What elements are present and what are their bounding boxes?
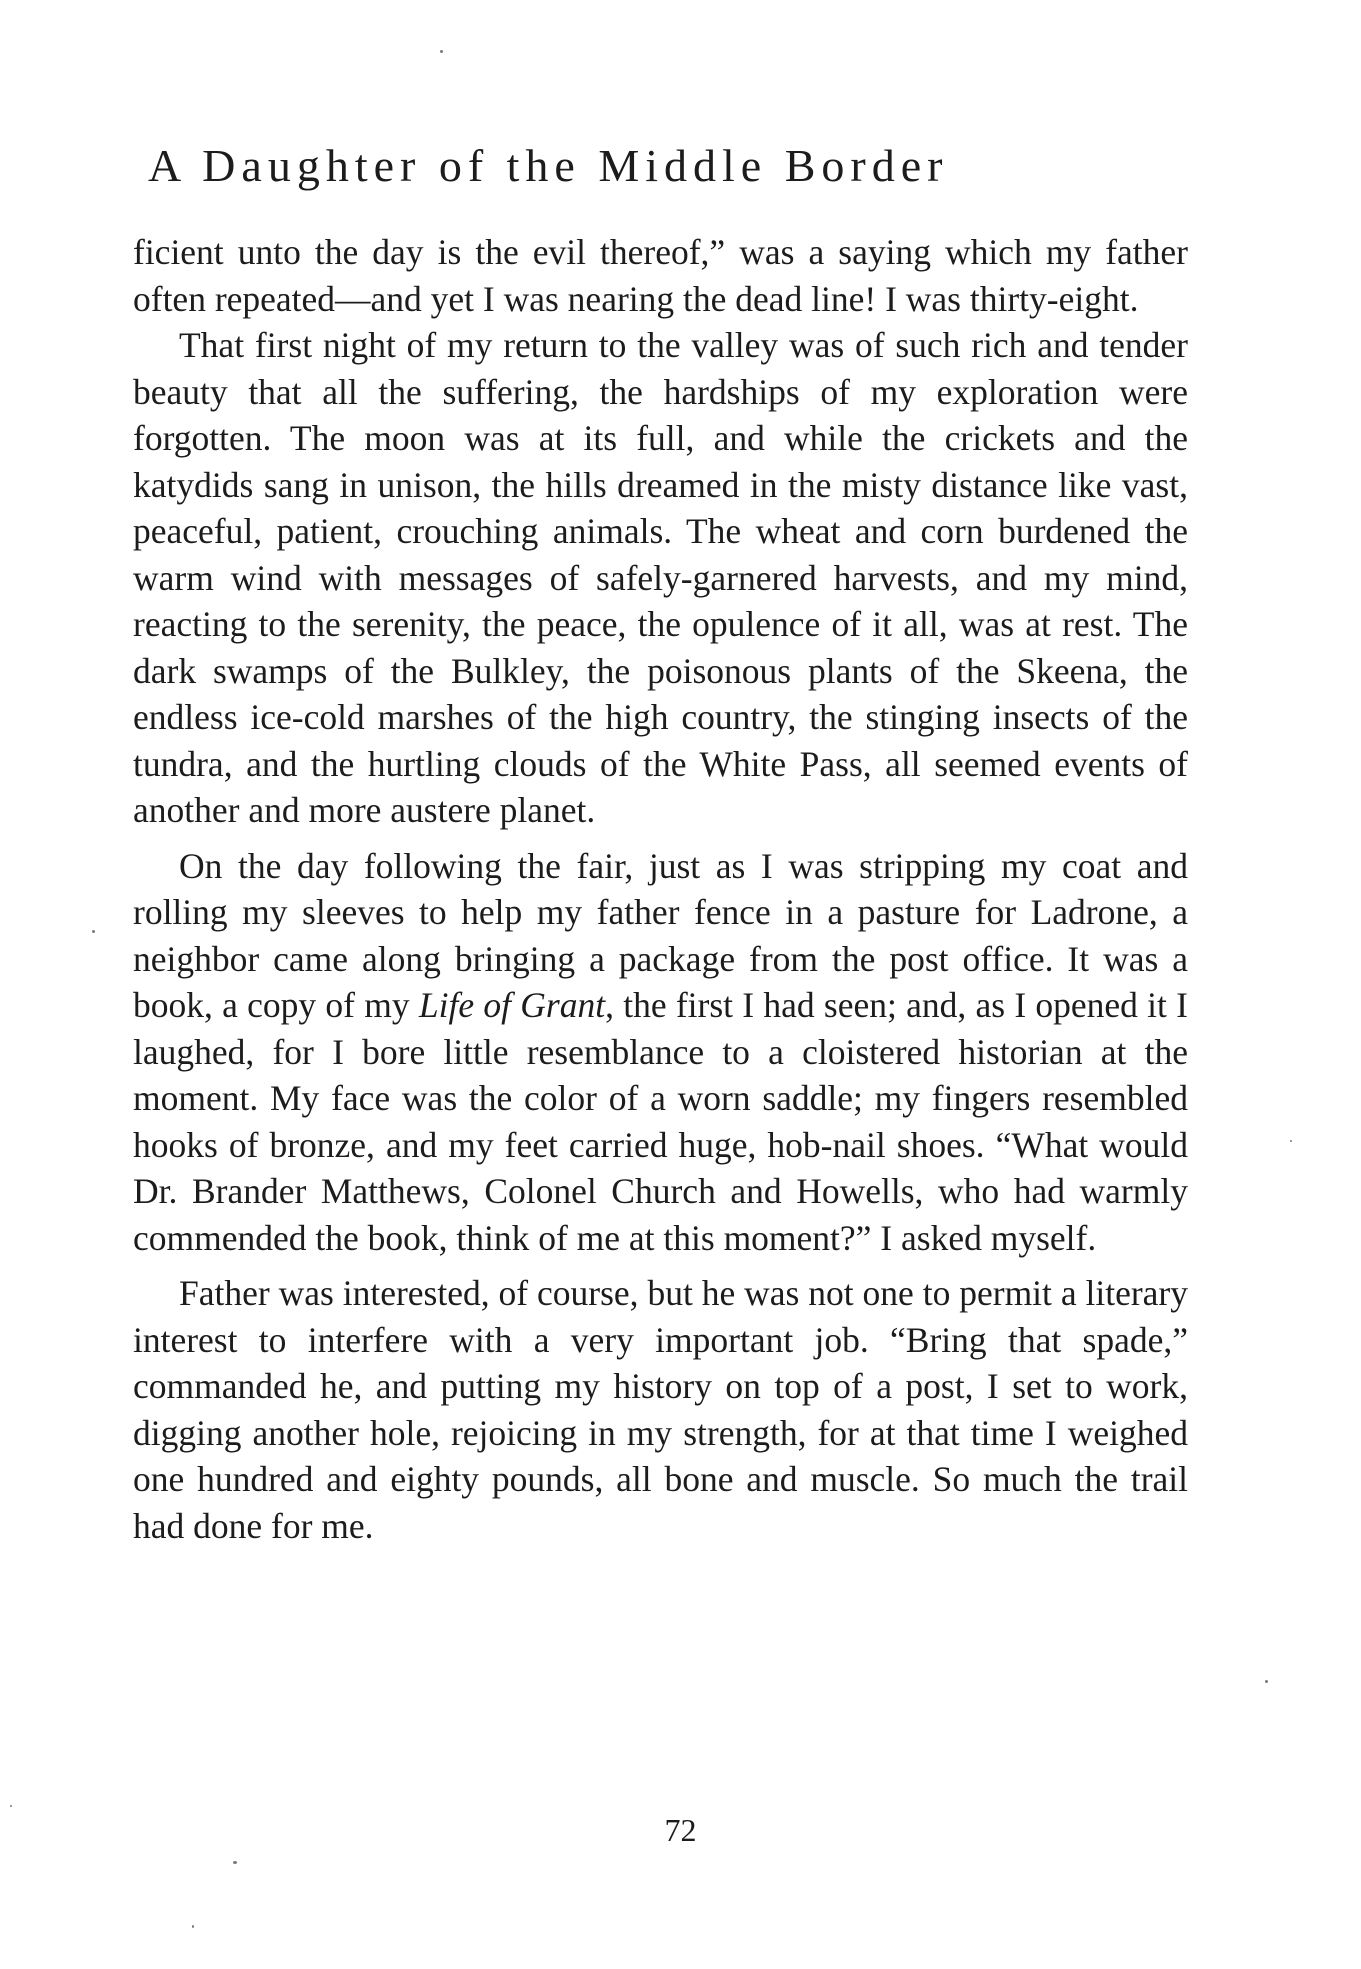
paragraph-text: , the first I had seen; and, as I opened it I laughed, for I bore little resemblance to a cloistered historian at the moment. My face was the color of a worn saddle; my fingers resembled hooks of bronze, and my feet carried huge, hob-nail shoes. “What would Dr. Brander Matthews, Colonel Church and Howells, who had warmly commended the book, think of me at this moment?” I asked myself. (133, 985, 1188, 1258)
book-title: Life of Grant (418, 985, 606, 1025)
page-number: 72 (664, 1812, 697, 1848)
scan-speck (440, 50, 443, 53)
scan-speck (1265, 1680, 1268, 1683)
paragraph-continued: ficient unto the day is the evil thereof,” was a saying which my father often repeated—and yet I was nearing the dead line! I was thirty-eight. (133, 232, 1188, 319)
scan-speck (92, 930, 95, 933)
paragraph (133, 843, 1188, 1262)
body-text (133, 229, 1188, 1549)
paragraph: That first night of my return to the valley was of such rich and tender beauty that all the suffering, the hardships of my exploration were forgotten. The moon was at its full, and while the crickets and the katydids sang in unison, the hills dreamed in the misty distance like vast, peaceful, patient, crouching animals. The wheat and corn burdened the warm wind with messages of safely-garnered harvests, and my mind, reacting to the serenity, the peace, the opulence of it all, was at rest. The dark swamps of the Bulkley, the poisonous plants of the Skeena, the endless ice-cold marshes of the high country, the stinging insects of the tundra, and the hurtling clouds of the White Pass, all seemed events of another and more austere planet. (133, 325, 1188, 830)
scan-speck (1290, 1140, 1292, 1142)
running-head: A Daughter of the Middle Border (148, 140, 949, 191)
paragraph: Father was interested, of course, but he was not one to permit a literary interest to interfere with a very important job. “Bring that spade,” commanded he, and putting my history on top of a post, I set to work, digging another hole, rejoicing in my strength, for at that time I weighed one hundred and eighty pounds, all bone and muscle. So much the trail had done for me. (133, 1273, 1188, 1546)
scan-speck (10, 1805, 12, 1807)
scan-speck (192, 1925, 194, 1928)
scan-speck (233, 1861, 237, 1864)
paragraph-text: On the day following the fair, just as I was stripping my coat and rolling my sleeves to help my father fence in a pasture for Ladrone, a neighbor came along bringing a package from the post office. It was a book, a copy of my (133, 845, 1188, 1025)
